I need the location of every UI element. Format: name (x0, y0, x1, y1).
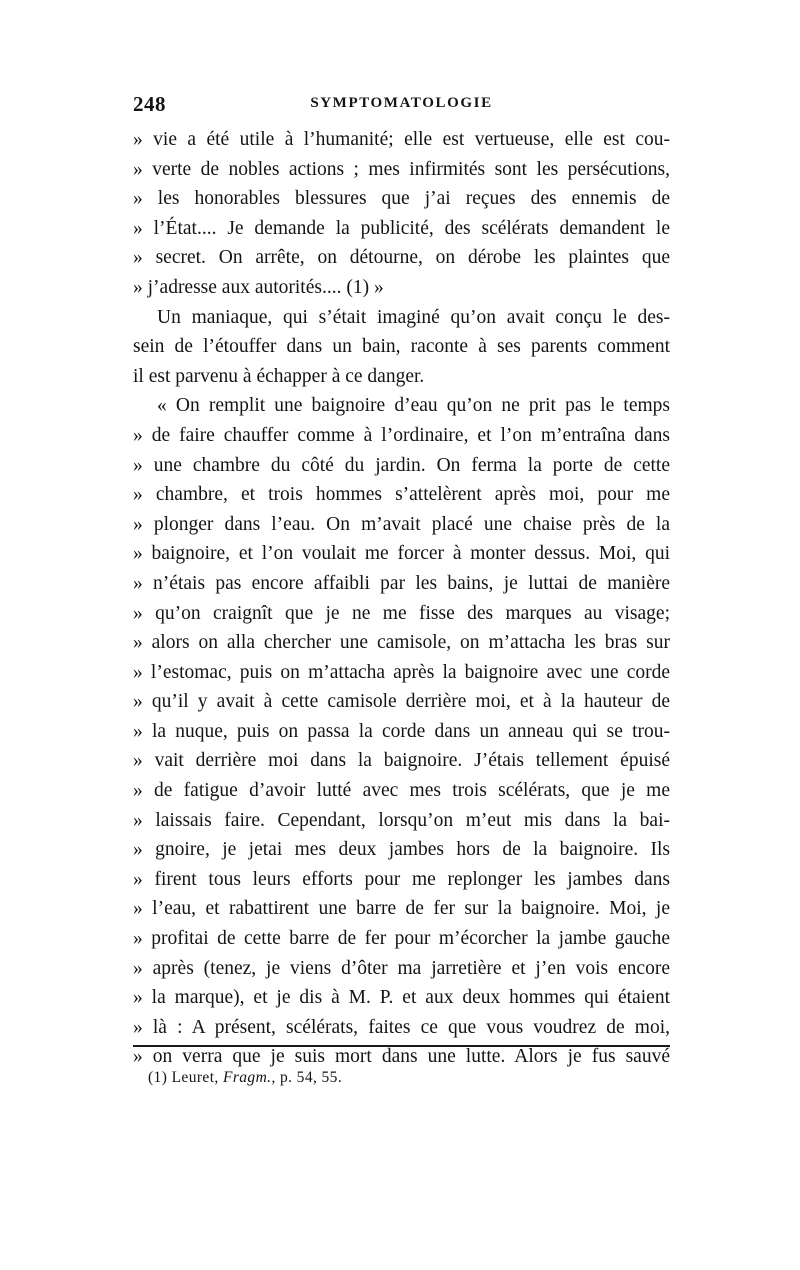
footnote-pages: , p. 54, 55. (271, 1069, 343, 1086)
page-header (133, 92, 670, 116)
text-line: » chambre, et trois hommes s’attelèrent après moi, pour me (133, 484, 670, 506)
text-line: » l’eau, et rabattirent une barre de fer sur la baignoire. Moi, je (133, 898, 670, 920)
text-line: » plonger dans l’eau. On m’avait placé une chaise près de la (133, 513, 670, 535)
text-line: » secret. On arrête, on détourne, on dérobe les plaintes que (133, 247, 670, 269)
footnote-work-title: Fragm. (222, 1069, 272, 1086)
paragraph-first-line: Un maniaque, qui s’était imaginé qu’on avait conçu le des- (157, 306, 670, 328)
text-line: » l’estomac, puis on m’attacha après la baignoire avec une corde (133, 661, 670, 683)
text-line: » firent tous leurs efforts pour me replonger les jambes dans (133, 868, 670, 890)
body-text (133, 125, 670, 1072)
text-line: » j’adresse aux autorités.... (1) » (133, 276, 384, 298)
running-title: SYMPTOMATOLOGIE (310, 95, 493, 111)
footnote (148, 1069, 342, 1087)
text-line: » de faire chauffer comme à l’ordinaire, et l’on m’entraîna dans (133, 424, 670, 446)
footnote-author: Leuret, (171, 1069, 219, 1086)
text-line: » l’État.... Je demande la publicité, des scélérats demandent le (133, 217, 670, 239)
text-line: » laissais faire. Cependant, lorsqu’on m’eut mis dans la bai- (133, 809, 670, 831)
paragraph-first-line: « On remplit une baignoire d’eau qu’on ne prit pas le temps (157, 395, 670, 417)
text-line: » qu’il y avait à cette camisole derrière moi, et à la hauteur de (133, 691, 670, 713)
text-line: » de fatigue d’avoir lutté avec mes trois scélérats, que je me (133, 780, 670, 802)
text-line: » qu’on craignît que je ne me fisse des marques au visage; (133, 602, 670, 624)
text-line: » verte de nobles actions ; mes infirmités sont les persécutions, (133, 158, 670, 180)
text-line: » la nuque, puis on passa la corde dans un anneau qui se trou- (133, 720, 670, 742)
text-line: » vait derrière moi dans la baignoire. J’étais tellement épuisé (133, 750, 670, 772)
text-line: » alors on alla chercher une camisole, on m’attacha les bras sur (133, 632, 670, 654)
text-line: sein de l’étouffer dans un bain, raconte à ses parents comment (133, 336, 670, 358)
text-line: » les honorables blessures que j’ai reçues des ennemis de (133, 188, 670, 210)
text-line: il est parvenu à échapper à ce danger. (133, 365, 425, 387)
text-line: » baignoire, et l’on voulait me forcer à monter dessus. Moi, qui (133, 543, 670, 565)
footnote-rule (133, 1045, 670, 1047)
text-line: » on verra que je suis mort dans une lutte. Alors je fus sauvé (133, 1046, 670, 1068)
text-line: » n’étais pas encore affaibli par les bains, je luttai de manière (133, 572, 670, 594)
text-line: » profitai de cette barre de fer pour m’écorcher la jambe gauche (133, 928, 670, 950)
text-line: » vie a été utile à l’humanité; elle est vertueuse, elle est cou- (133, 129, 670, 150)
page-number: 248 (133, 92, 166, 116)
text-line: » une chambre du côté du jardin. On ferma la porte de cette (133, 454, 670, 476)
text-line: » gnoire, je jetai mes deux jambes hors de la baignoire. Ils (133, 839, 670, 861)
text-line: » là : A présent, scélérats, faites ce que vous voudrez de moi, (133, 1016, 670, 1038)
footnote-marker: (1) (148, 1069, 168, 1086)
text-line: » la marque), et je dis à M. P. et aux deux hommes qui étaient (133, 987, 670, 1009)
text-line: » après (tenez, je viens d’ôter ma jarretière et j’en vois encore (133, 957, 670, 979)
